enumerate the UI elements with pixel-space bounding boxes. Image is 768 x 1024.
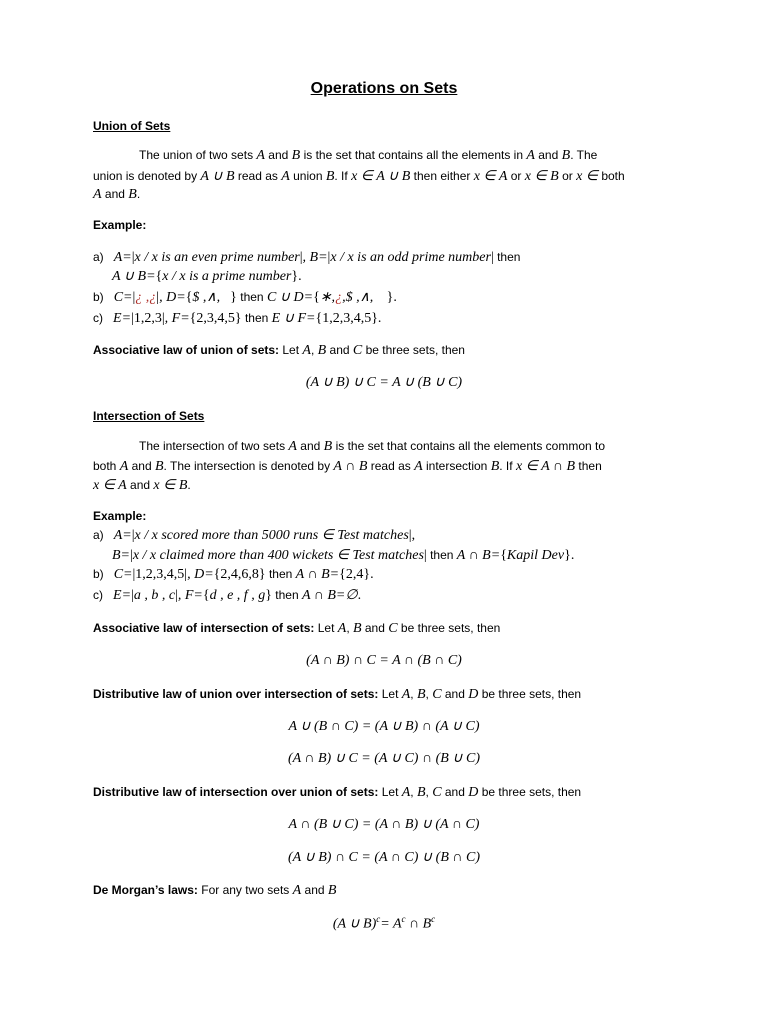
distributive-intersection-over-union: Distributive law of intersection over union of sets: Let A, B, C and D be three sets, then — [93, 785, 582, 800]
section-heading-union: Union of Sets — [93, 119, 171, 133]
union-paragraph-line-1: The union of two sets A and B is the set that contains all the elements in A and B. The — [139, 148, 598, 163]
intersection-associative-formula: (A ∩ B) ∩ C = A ∩ (B ∩ C) — [306, 653, 462, 668]
union-example-c: c) E=|1,2,3|, F={2,3,4,5} then E ∪ F={1,2,3,4,5}. — [93, 311, 382, 326]
union-example-a: a) A=|x / x is an even prime number|, B=|x / x is an odd prime number| then — [93, 250, 521, 265]
intersection-example-c: c) E=|a , b , c|, F={d , e , f , g} then A ∩ B=∅. — [93, 588, 362, 603]
example-label: Example: — [93, 218, 147, 232]
intersection-paragraph-line-1: The intersection of two sets A and B is the set that contains all the elements common to — [139, 439, 606, 454]
intersection-example-a-continued: B=|x / x claimed more than 400 wickets ∈ Test matches| then A ∩ B={Kapil Dev}. — [112, 548, 575, 563]
de-morgan-laws: De Morgan’s laws: For any two sets A and B — [93, 883, 337, 898]
section-heading-intersection: Intersection of Sets — [93, 409, 205, 423]
distributive-formula-4: (A ∪ B) ∩ C = (A ∩ C) ∪ (B ∩ C) — [288, 850, 480, 865]
union-associative-formula: (A ∪ B) ∪ C = A ∪ (B ∪ C) — [305, 375, 463, 390]
intersection-associative-law: Associative law of intersection of sets: Let A, B and C be three sets, then — [93, 621, 501, 636]
distributive-formula-1: A ∪ (B ∩ C) = (A ∪ B) ∩ (A ∪ C) — [288, 719, 480, 734]
union-example-b: b) C=|¿ ,¿|, D={$ ,∧, } then C ∪ D={∗,¿,$ ,∧, }. — [93, 290, 397, 305]
page-title: Operations on Sets — [310, 80, 458, 97]
distributive-formula-3: A ∩ (B ∪ C) = (A ∩ B) ∪ (A ∩ C) — [288, 817, 480, 832]
intersection-paragraph-line-2: both A and B. The intersection is denoted by A ∩ B read as A intersection B. If x ∈ A ∩ B then — [93, 459, 602, 474]
union-associative-law: Associative law of union of sets: Let A, B and C be three sets, then — [93, 343, 465, 358]
example-label: Example: — [93, 509, 147, 523]
distributive-formula-2: (A ∩ B) ∪ C = (A ∪ C) ∩ (B ∪ C) — [287, 751, 481, 766]
intersection-example-b: b) C=|1,2,3,4,5|, D={2,4,6,8} then A ∩ B={2,4}. — [93, 567, 374, 582]
intersection-paragraph-line-3: x ∈ A and x ∈ B. — [93, 478, 191, 493]
distributive-union-over-intersection: Distributive law of union over intersection of sets: Let A, B, C and D be three sets, then — [93, 687, 582, 702]
de-morgan-formula: (A ∪ $B)^c= A^c$ ∩ $B^c$ — [332, 914, 436, 932]
union-paragraph-line-2: union is denoted by A ∪ B read as A union B. If x ∈ A ∪ B then either x ∈ A or x ∈ B or x ∈ both — [93, 169, 625, 184]
union-example-a-continued: A ∪ B={x / x is a prime number}. — [112, 269, 302, 284]
union-paragraph-line-3: A and B. — [93, 187, 141, 202]
intersection-example-a: a) A=|x / x scored more than 5000 runs ∈ Test matches|, — [93, 528, 416, 543]
